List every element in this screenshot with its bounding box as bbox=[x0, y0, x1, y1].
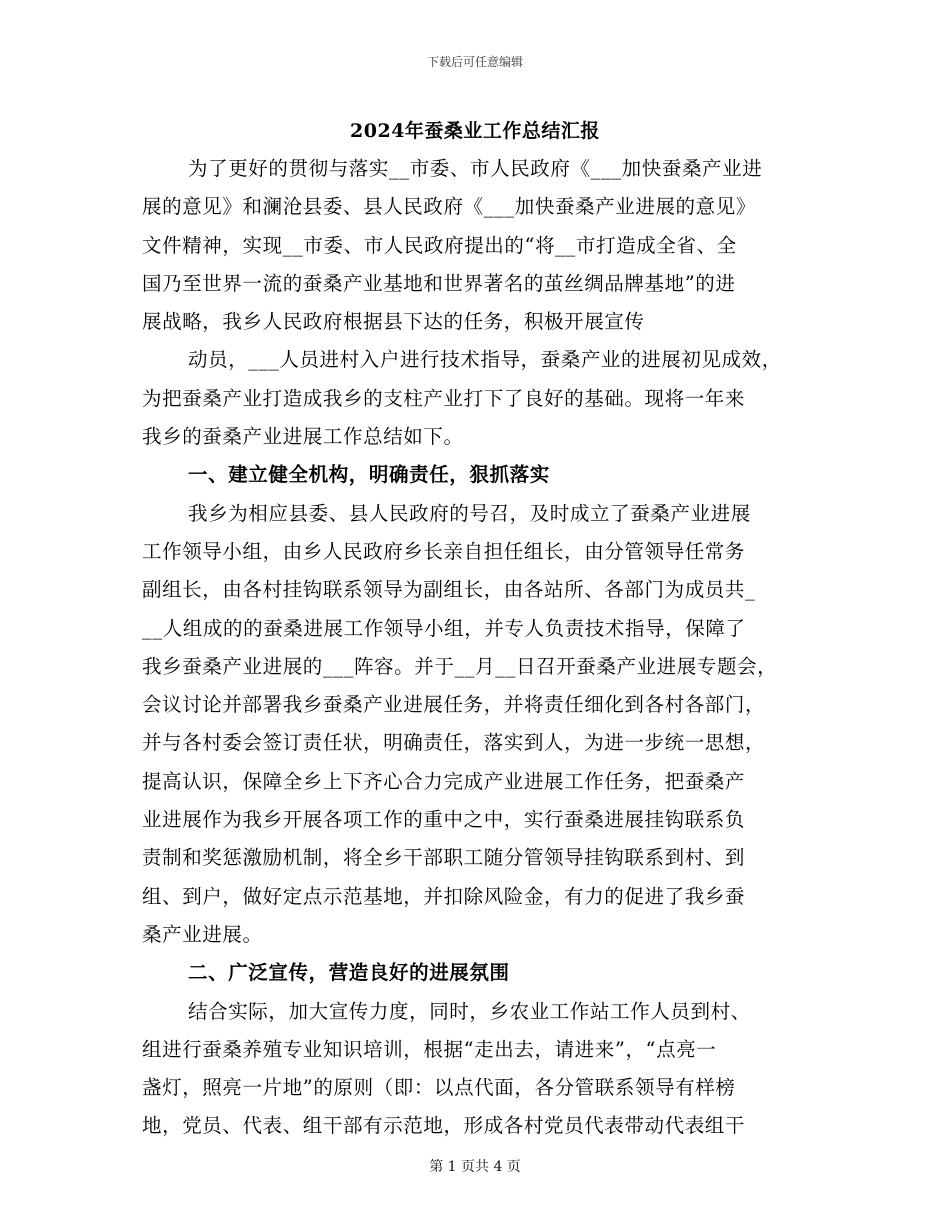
paragraph-line: __人组成的的蚕桑进展工作领导小组，并专人负责技术指导，保障了 bbox=[142, 616, 746, 640]
document-title: 2024年蚕桑业工作总结汇报 bbox=[350, 120, 600, 142]
paragraph-line: 责制和奖惩激励机制，将全乡干部职工随分管领导挂钩联系到村、到 bbox=[142, 846, 746, 870]
paragraph-line: 国乃至世界一流的蚕桑产业基地和世界著名的茧丝绸品牌基地”的进 bbox=[142, 271, 736, 295]
paragraph-line: 桑产业进展。 bbox=[142, 922, 263, 946]
paragraph-line: 组、到户，做好定点示范基地，并扣除风险金，有力的促进了我乡蚕 bbox=[142, 884, 746, 908]
paragraph-line: 为了更好的贯彻与落实__市委、市人民政府《___加快蚕桑产业进 bbox=[188, 157, 763, 180]
section-heading: 一、建立健全机构，明确责任，狠抓落实 bbox=[188, 463, 550, 487]
paragraph-line: 展的意见》和澜沧县委、县人民政府《___加快蚕桑产业进展的意见》 bbox=[142, 195, 756, 219]
paragraph-line: 我乡的蚕桑产业进展工作总结如下。 bbox=[142, 425, 464, 449]
paragraph-line: 动员，___人员进村入户进行技术指导，蚕桑产业的进展初见成效， bbox=[188, 348, 782, 372]
paragraph-line: 工作领导小组，由乡人民政府乡长亲自担任组长，由分管领导任常务 bbox=[142, 539, 746, 563]
paragraph-line: 展战略，我乡人民政府根据县下达的任务，积极开展宣传 bbox=[142, 310, 645, 334]
paragraph-line: 地，党员、代表、组干部有示范地，形成各村党员代表带动代表组干 bbox=[142, 1114, 746, 1138]
paragraph-line: 业进展作为我乡开展各项工作的重中之中，实行蚕桑进展挂钩联系负 bbox=[142, 808, 746, 832]
paragraph-line: 我乡为相应县委、县人民政府的号召，及时成立了蚕桑产业进展 bbox=[188, 501, 751, 525]
section-heading: 二、广泛宣传，营造良好的进展氛围 bbox=[188, 961, 510, 985]
header-note: 下载后可任意编辑 bbox=[426, 55, 523, 69]
paragraph-line: 并与各村委会签订责任状，明确责任，落实到人，为进一步统一思想， bbox=[142, 731, 766, 755]
paragraph-line: 组进行蚕桑养殖专业知识培训，根据“走出去，请进来”，“点亮一 bbox=[142, 1037, 717, 1061]
paragraph-line: 文件精神，实现__市委、市人民政府提出的“将__市打造成全省、全 bbox=[142, 233, 737, 257]
page-footer: 第 1 页共 4 页 bbox=[429, 1159, 521, 1175]
paragraph-line: 为把蚕桑产业打造成我乡的支柱产业打下了良好的基础。现将一年来 bbox=[142, 386, 746, 410]
paragraph-line: 盏灯，照亮一片地”的原则（即：以点代面，各分管联系领导有样榜 bbox=[142, 1076, 736, 1100]
paragraph-line: 提高认识，保障全乡上下齐心合力完成产业进展工作任务，把蚕桑产 bbox=[142, 769, 746, 793]
paragraph-line: 结合实际，加大宣传力度，同时，乡农业工作站工作人员到村、 bbox=[188, 999, 751, 1023]
document-body bbox=[142, 150, 822, 1146]
paragraph-line: 副组长，由各村挂钩联系领导为副组长，由各站所、各部门为成员共_ bbox=[142, 578, 756, 602]
paragraph-line: 我乡蚕桑产业进展的___阵容。并于__月__日召开蚕桑产业进展专题会， bbox=[142, 654, 778, 678]
paragraph-line: 会议讨论并部署我乡蚕桑产业进展任务，并将责任细化到各村各部门， bbox=[142, 693, 766, 717]
